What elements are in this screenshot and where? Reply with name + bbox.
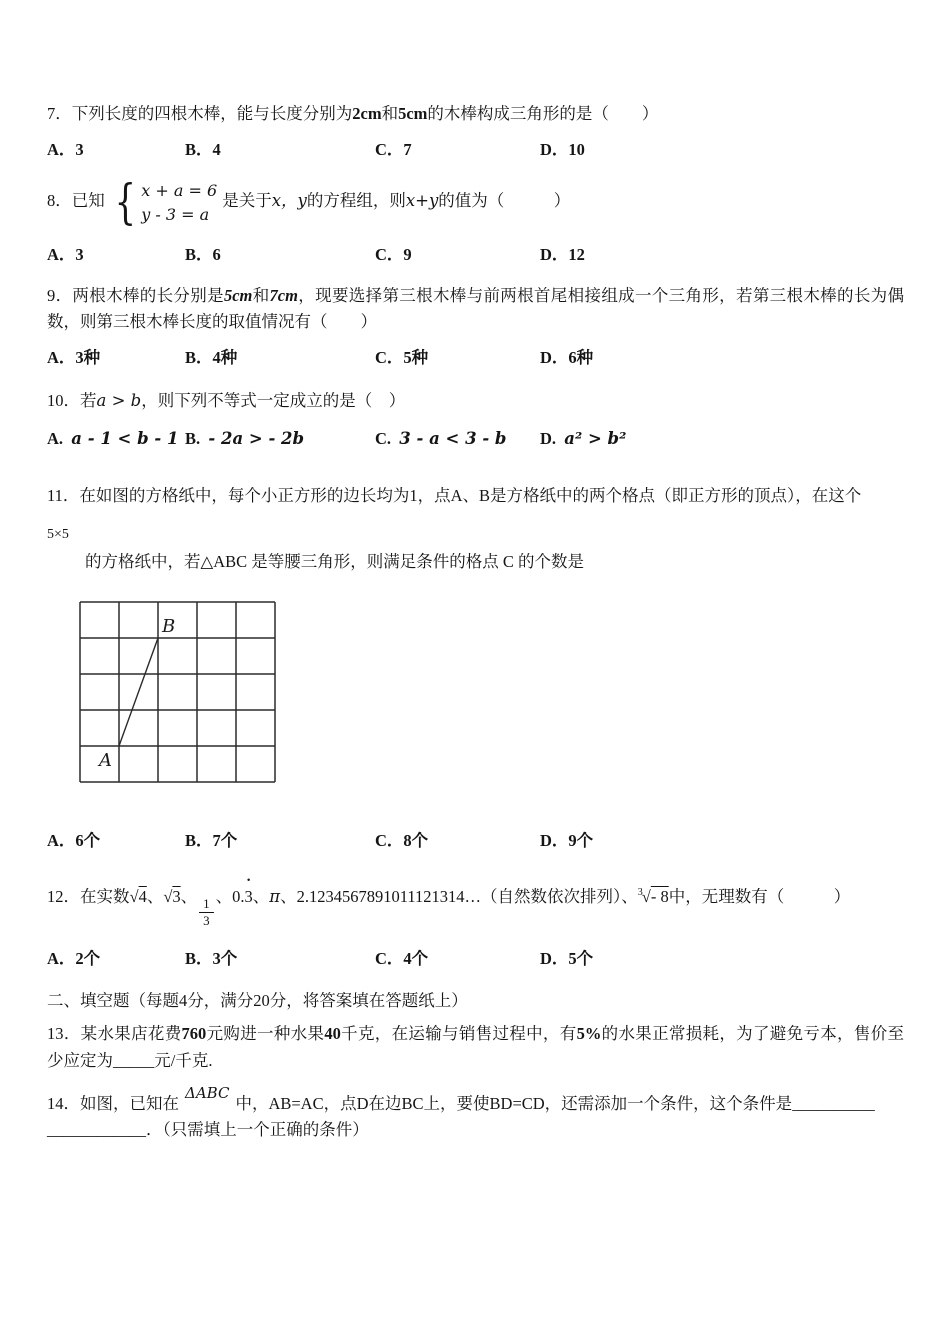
q10-option-d-formula: a² > b² (564, 429, 627, 449)
q12-option-c: C．4个 (375, 948, 429, 968)
cube-root-neg8 (638, 887, 669, 906)
sqrt-3 (163, 887, 180, 906)
long-decimal: 2.1234567891011121314…（自然数依次排列） (296, 886, 622, 906)
question-14 (47, 1083, 904, 1144)
separator: 、 (180, 886, 198, 906)
q7-option-a: A．3 (47, 139, 84, 159)
question-10 (47, 388, 904, 415)
point-b-label: B (162, 616, 176, 638)
q10-option-c (375, 426, 540, 453)
q10-option-b-formula: - 2a > - 2b (208, 429, 305, 449)
q13-text-post: 元/千克. (154, 1050, 213, 1070)
q10-option-a (47, 426, 185, 453)
radical-icon: √ (163, 886, 173, 906)
q11-options (47, 828, 904, 855)
q10-inequality: a > b (96, 390, 142, 410)
q14-text-mid: 中，AB=AC，点D在边BC上，要使BD=CD，还需添加一个条件，这个条件是 (235, 1093, 793, 1113)
q11-text-line2 (85, 549, 904, 576)
cbrt-index: 3 (637, 887, 643, 899)
q14-text-pre: 14．如图，已知在 (47, 1093, 179, 1113)
q10-text-post: ，则下列不等式一定成立的是（ ） (141, 390, 406, 410)
q14-answer-blank-1: __________ (792, 1093, 875, 1113)
question-8 (47, 173, 904, 230)
q14-triangle-abc: ΔABC (185, 1083, 230, 1102)
q10-text-pre: 10．若 (47, 390, 97, 410)
q13-text-mid1: 元购进一种水果 (206, 1024, 325, 1044)
question-7 (47, 101, 904, 128)
q8-equation-1: x + a = 6 (141, 181, 218, 201)
q9-option-b: B．4种 (185, 347, 238, 367)
q13-num1: 760 (181, 1024, 207, 1044)
brace-symbol: { (114, 173, 136, 230)
q10-option-d-label: D. (540, 429, 557, 449)
q8-option-c: C．9 (375, 244, 412, 264)
fraction-denominator: 3 (203, 913, 210, 929)
q10-option-b-label: B. (185, 429, 201, 449)
q8-equations (141, 179, 217, 225)
q10-option-a-label: A. (47, 429, 64, 449)
pi-symbol: π (269, 886, 281, 906)
q9-option-d: D．6种 (540, 347, 594, 367)
q12-option-d: D．5个 (540, 948, 594, 968)
q9-option-a: A．3种 (47, 347, 101, 367)
fraction-one-third (199, 896, 214, 930)
q8-text-mid2: 的方程组，则 (306, 191, 406, 211)
repeating-decimal (232, 887, 253, 906)
segment-ab (119, 638, 158, 746)
question-9 (47, 283, 904, 336)
q10-options (47, 426, 904, 453)
separator: 、 (215, 886, 233, 906)
q7-option-d: D．10 (540, 139, 585, 159)
question-13 (47, 1021, 904, 1074)
q7-option-b: B．4 (185, 139, 221, 159)
q11-grid-figure (75, 597, 281, 793)
q10-option-b (185, 426, 375, 453)
q11-option-c: C．8个 (375, 830, 429, 850)
q9-text-pre: 9．两根木棒的长分别是 (47, 285, 224, 305)
q11-text-line1: 11．在如图的方格纸中，每个小正方形的边长均为1，点A、B是方格纸中的两个格点（即正方形的顶点），在这个 (47, 486, 862, 506)
q7-num2: 5cm (398, 104, 428, 123)
q8-option-b: B．6 (185, 244, 221, 264)
q10-option-a-formula: a - 1 < b - 1 (71, 429, 179, 449)
decimal-pre: 0. (232, 886, 245, 906)
sqrt-3-arg: 3 (172, 886, 181, 906)
question-11 (47, 483, 904, 510)
q7-text-post: 的木棒构成三角形的是（ ） (427, 104, 659, 123)
radical-icon: √ (641, 886, 651, 906)
q11-grid-size: 5×5 (47, 526, 69, 542)
separator: 、 (280, 886, 297, 906)
q8-text-pre: 8．已知 (47, 191, 105, 211)
q8-text-post: 的值为（ ） (438, 191, 571, 211)
q8-equation-system (110, 173, 218, 230)
radical-icon: √ (129, 886, 139, 906)
q12-text-pre: 12．在实数 (47, 886, 130, 906)
q10-option-d (540, 426, 626, 453)
section-2-title: 二、填空题（每题4分，满分20分，将答案填在答题纸上） (47, 991, 468, 1011)
section-2-header (47, 988, 904, 1015)
cbrt-arg: - 8 (650, 886, 669, 906)
q8-equation-2: y - 3 = a (141, 204, 210, 224)
q9-text-post: ，现要选择第三根木棒与前两根首尾相接组成一个三角形，若第三根木棒的长为偶数，则第三根木棒长度的取值情况有（ ） (47, 285, 905, 332)
q7-text-mid: 和 (381, 104, 399, 123)
q7-option-c: C．7 (375, 139, 412, 159)
q12-option-b: B．3个 (185, 948, 238, 968)
q14-text-post: ．（只需填上一个正确的条件） (146, 1120, 369, 1140)
q13-text-mid2: 千克，在运输与销售过程中，有 (340, 1024, 577, 1044)
q12-option-a: A．2个 (47, 948, 101, 968)
q8-variables: x，y (271, 191, 307, 211)
q8-option-d: D．12 (540, 244, 585, 264)
separator: 、 (146, 886, 164, 906)
q11-option-b: B．7个 (185, 830, 238, 850)
separator: 、 (621, 886, 638, 906)
q13-num3: 5% (576, 1024, 602, 1044)
q7-text-pre: 7．下列长度的四根木棒，能与长度分别为 (47, 104, 353, 123)
q9-text-mid: 和 (252, 285, 270, 305)
q13-answer-blank: _____ (113, 1050, 155, 1070)
q12-options (47, 946, 904, 973)
sqrt-4-arg: 4 (138, 886, 147, 906)
repeating-digit: 3 ˙ (245, 881, 253, 913)
q7-options (47, 137, 904, 164)
q9-option-c: C．5种 (375, 347, 429, 367)
q11-line2-text: 的方格纸中，若△ABC 是等腰三角形，则满足条件的格点 C 的个数是 (85, 551, 584, 571)
sqrt-4 (130, 887, 147, 906)
q13-text-pre: 13．某水果店花费 (47, 1024, 182, 1044)
question-12 (47, 881, 904, 930)
q9-num2: 7cm (269, 285, 298, 305)
fraction-numerator: 1 (199, 896, 214, 913)
q10-option-c-formula: 3 - a < 3 - b (399, 429, 507, 449)
q11-option-d: D．9个 (540, 830, 594, 850)
q10-option-c-label: C. (375, 429, 392, 449)
q8-option-a: A．3 (47, 244, 84, 264)
q12-text-post: 中，无理数有（ ） (668, 886, 851, 906)
q7-num1: 2cm (352, 104, 382, 123)
q8-expression: x+y (405, 191, 439, 211)
q9-num1: 5cm (223, 285, 253, 305)
q9-options (47, 345, 904, 372)
q14-answer-blank-2: ____________ (47, 1120, 146, 1140)
q11-option-a: A．6个 (47, 830, 101, 850)
q8-text-mid1: 是关于 (222, 191, 272, 211)
q13-num2: 40 (324, 1024, 341, 1044)
q8-options (47, 242, 904, 269)
separator: 、 (252, 886, 270, 906)
q11-figure (75, 597, 281, 802)
q13-text-mid3: 的水果正常损耗，为了避免亏本，售价至少应定为 (47, 1024, 905, 1070)
point-a-label: A (99, 750, 112, 772)
